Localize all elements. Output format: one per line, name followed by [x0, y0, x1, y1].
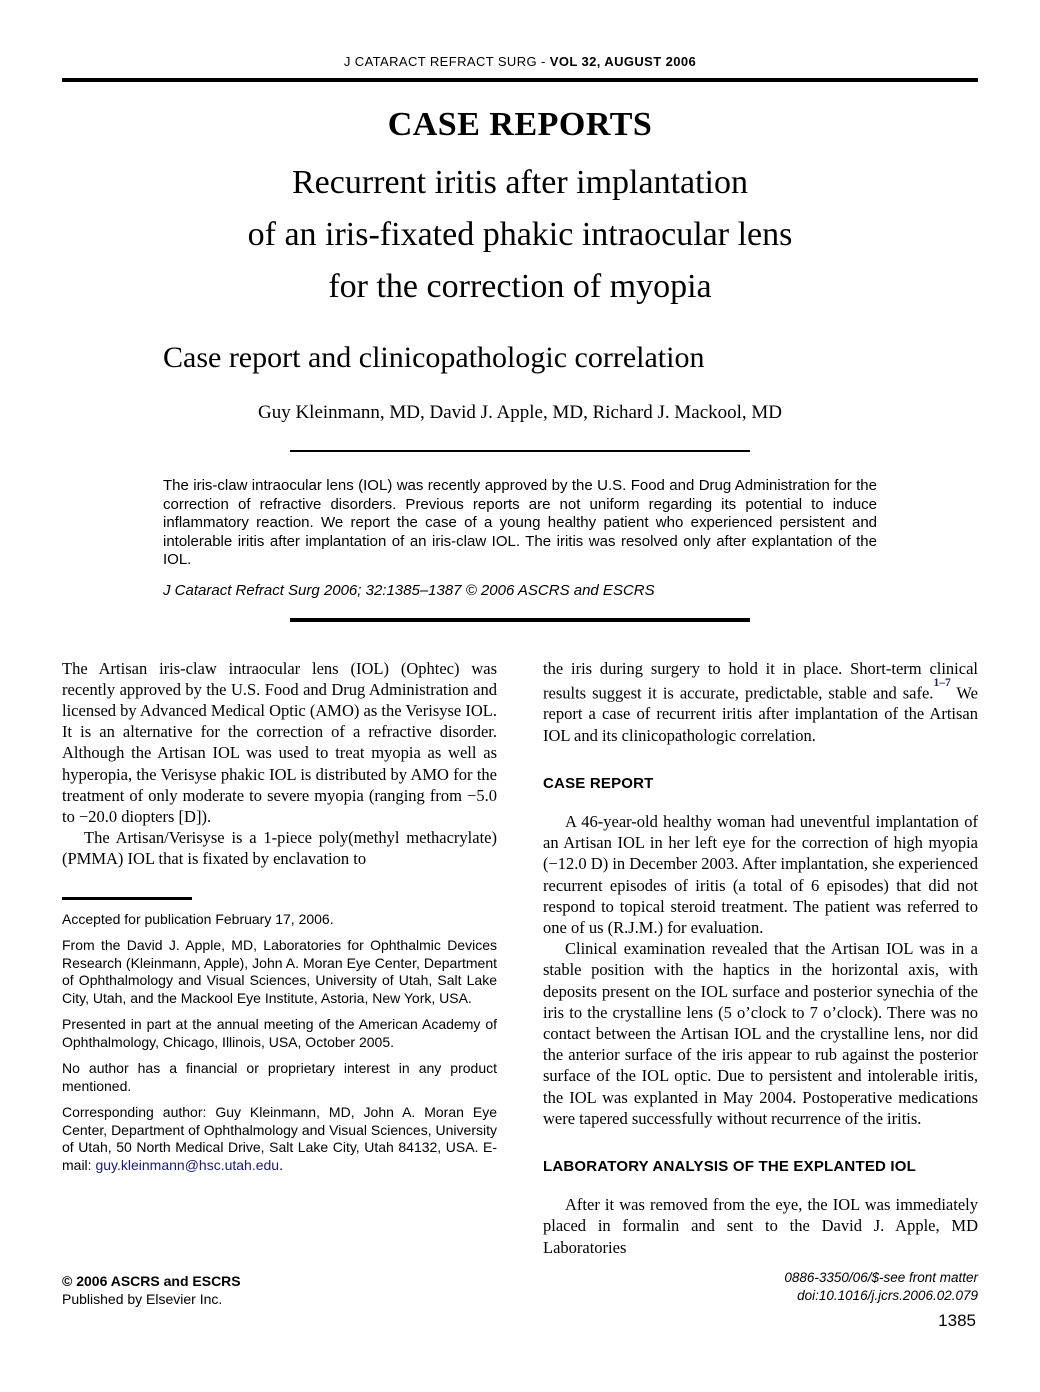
- footnote-accepted: Accepted for publication February 17, 2006.: [62, 910, 334, 927]
- paragraph-case-report-2: Clinical examination revealed that the Artisan IOL was in a stable position with the haptics in the horizontal axis, with deposits present on the IOL surface and posterior synechia of the iris to the crystalline lens (5 o’clock to 7 o’clock). There was no contact between the Artisan IOL and the crystalline lens, nor did the anterior surface of the iris appear to rub against the posterior surface of the IOL optic. Due to persistent and intolerable iritis, the IOL was explanted in May 2004. Postoperative medications were tapered successfully without recurrence of the iritis.: [543, 939, 978, 1128]
- footnotes: [62, 911, 497, 1175]
- footnote-presented: Presented in part at the annual meeting of the American Academy of Ophthalmology, Chicago, Illinois, USA, October 2005.: [62, 1016, 497, 1050]
- journal-name: J CATARACT REFRACT SURG -: [343, 54, 550, 69]
- header-divider: [62, 78, 978, 82]
- copyright-line: © 2006 ASCRS and ESCRS: [62, 1273, 241, 1289]
- body-columns: [62, 658, 978, 1258]
- heading-laboratory-analysis: LABORATORY ANALYSIS OF THE EXPLANTED IOL: [543, 1158, 917, 1176]
- heading-case-report: CASE REPORT: [543, 774, 654, 792]
- article-subtitle: Case report and clinicopathologic correlation: [163, 341, 705, 374]
- footnote-affiliation: From the David J. Apple, MD, Laboratories for Ophthalmic Devices Research (Kleinmann, Apple), John A. Moran Eye Center, Department of Ophthalmology and Visual Sciences, University of Utah, Salt Lake City, Utah, and the Mackool Eye Institute, Astoria, New York, USA.: [62, 937, 497, 1006]
- journal-volume-date: VOL 32, AUGUST 2006: [549, 54, 697, 69]
- footnote-divider: [62, 897, 192, 900]
- doi-line: doi:10.1016/j.jcrs.2006.02.079: [797, 1288, 978, 1303]
- section-label: CASE REPORTS: [387, 106, 653, 143]
- issn-line: 0886-3350/06/$-see front matter: [784, 1270, 978, 1285]
- publisher-line: Published by Elsevier Inc.: [62, 1291, 223, 1307]
- intro-text-after-ref: We report a case of recurrent iritis after implantation of the Artisan IOL and its clinicopathologic correlation.: [543, 683, 978, 745]
- paragraph-intro-1: The Artisan iris-claw intraocular lens (IOL) (Ophtec) was recently approved by the U.S. Food and Drug Administration and licensed by Advanced Medical Optic (AMO) as the Verisyse IOL. It is an alternative for the correction of a refractive disorder. Although the Artisan IOL was used to treat myopia as well as hyperopia, the Verisyse phakic IOL is distributed by AMO for the treatment of only moderate to severe myopia (ranging from −5.0 to −20.0 diopters [D]).: [62, 658, 497, 826]
- article-title-line-2: of an iris-fixated phakic intraocular lens: [247, 216, 793, 253]
- abstract-top-divider: [290, 450, 750, 452]
- reference-link-1-7[interactable]: 1–7: [933, 676, 951, 689]
- abstract-citation: J Cataract Refract Surg 2006; 32:1385–1387 © 2006 ASCRS and ESCRS: [163, 581, 655, 599]
- corresponding-author-suffix: .: [279, 1156, 283, 1173]
- footer-copyright-block: [62, 1272, 241, 1308]
- footnote-disclosure: No author has a financial or proprietary interest in any product mentioned.: [62, 1060, 497, 1094]
- abstract-bottom-divider: [290, 618, 750, 622]
- paragraph-intro-continued: [543, 658, 978, 746]
- article-title: [62, 157, 978, 313]
- running-head: [62, 54, 978, 69]
- page-content: [62, 0, 978, 1258]
- paragraph-laboratory-1: After it was removed from the eye, the IOL was immediately placed in formalin and sent to the David J. Apple, MD Laboratories: [543, 1195, 978, 1257]
- author-list: Guy Kleinmann, MD, David J. Apple, MD, Richard J. Mackool, MD: [257, 402, 783, 423]
- intro-text-before-ref: the iris during surgery to hold it in place. Short-term clinical results suggest it is accurate, predictable, stable and safe.: [543, 658, 978, 703]
- page-number: 1385: [938, 1311, 976, 1330]
- footer-doi-block: [784, 1269, 978, 1305]
- email-link[interactable]: guy.kleinmann@hsc.utah.edu: [95, 1156, 280, 1173]
- corresponding-author-text: Corresponding author: Guy Kleinmann, MD, John A. Moran Eye Center, Department of Ophthalmology and Visual Sciences, University of Utah, 50 North Medical Drive, Salt Lake City, Utah 84132, USA. E-mail:: [62, 1104, 497, 1173]
- paragraph-case-report-1: A 46-year-old healthy woman had uneventful implantation of an Artisan IOL in her left eye for the correction of high myopia (−12.0 D) in December 2003. After implantation, she experienced recurrent episodes of iritis (a total of 6 episodes) that did not respond to topical steroid treatment. The patient was referred to one of us (R.J.M.) for evaluation.: [543, 812, 978, 938]
- article-title-line-1: Recurrent iritis after implantation: [291, 164, 748, 201]
- abstract-text: The iris-claw intraocular lens (IOL) was recently approved by the U.S. Food and Drug Administration for the correction of refractive disorders. Previous reports are not uniform regarding its potential to induce inflammatory reaction. We report the case of a young healthy patient who experienced persistent and intolerable iritis after implantation of an iris-claw IOL. The iritis was resolved only after explantation of the IOL.: [163, 477, 877, 568]
- article-title-line-3: for the correction of myopia: [328, 268, 712, 305]
- left-column: [62, 658, 497, 1258]
- footnote-corresponding: [62, 1104, 497, 1174]
- right-column: [543, 658, 978, 1258]
- paragraph-intro-2: The Artisan/Verisyse is a 1-piece poly(methyl methacrylate) (PMMA) IOL that is fixated by enclavation to: [62, 828, 497, 869]
